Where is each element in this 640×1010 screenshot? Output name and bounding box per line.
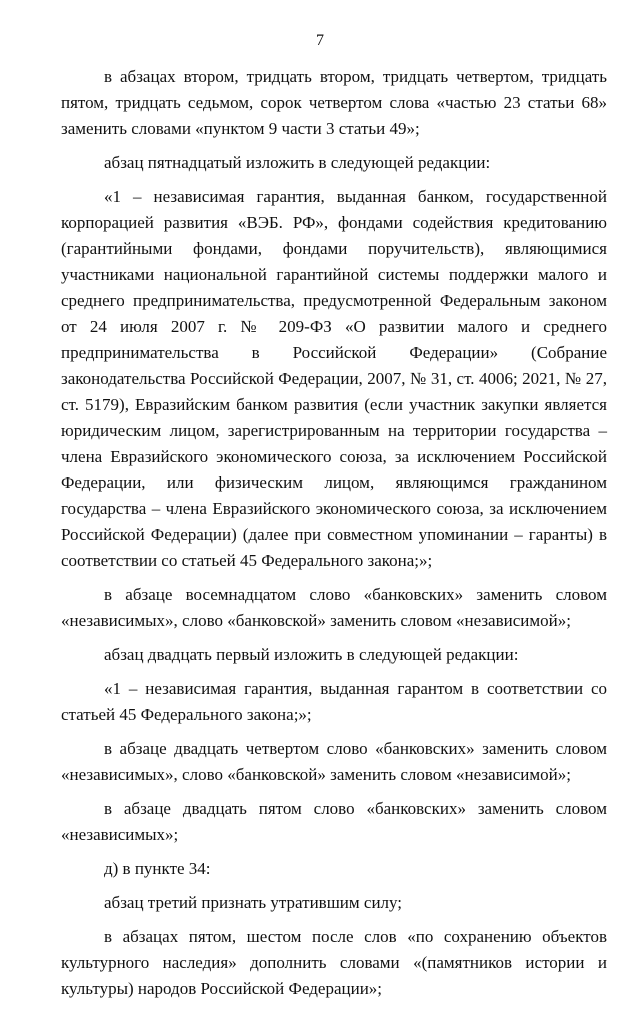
- paragraph: «1 – независимая гарантия, выданная гарантом в соответствии со статьей 45 Федерального закона;»;: [61, 679, 607, 724]
- paragraph: «1 – независимая гарантия, выданная банком, государственной корпорацией развития «ВЭБ. РФ», фондами содействия кредитованию (гарантийными фондами, фондами поручительств), являющимися участниками национальной гарантийной системы поддержки малого и среднего предпринимательства, предусмотренной Федеральным законом от 24 июля 2007 г. № 209-ФЗ «О развитии малого и среднего предпринимательства в Российской Федерации» (Собрание законодательства Российской Федерации, 2007, № 31, ст. 4006; 2021, № 27, ст. 5179), Евразийским банком развития (если участник закупки является юридическим лицом, зарегистрированным на территории государства – члена Евразийского экономического союза, за исключением Российской Федерации, или физическим лицом, являющимся гражданином государства – члена Евразийского экономического союза, за исключением Российской Федерации) (далее при совместном упоминании – гаранты) в соответствии со статьей 45 Федерального закона;»;: [61, 187, 607, 570]
- paragraph: в абзаце двадцать пятом слово «банковских» заменить словом «независимых»;: [61, 799, 607, 844]
- paragraph: в абзацах втором, тридцать втором, тридцать четвертом, тридцать пятом, тридцать седьмом, сорок четвертом слова «частью 23 статьи 68» заменить словами «пунктом 9 части 3 статьи 49»;: [61, 67, 607, 138]
- paragraph: абзац третий признать утратившим силу;: [104, 893, 403, 912]
- paragraph: абзац двадцать первый изложить в следующей редакции:: [104, 645, 519, 664]
- paragraph: в абзацах пятом, шестом после слов «по сохранению объектов культурного наследия» дополнить словами «(памятников истории и культуры) народов Российской Федерации»;: [61, 927, 607, 998]
- paragraph: в абзаце восемнадцатом слово «банковских» заменить словом «независимых», слово «банковской» заменить словом «независимой»;: [61, 585, 607, 630]
- paragraph: д) в пункте 34:: [104, 859, 211, 878]
- paragraph: абзац пятнадцатый изложить в следующей редакции:: [104, 153, 491, 172]
- page-number: 7: [316, 32, 324, 49]
- document-body: [61, 64, 607, 1010]
- paragraph: в абзаце двадцать четвертом слово «банковских» заменить словом «независимых», слово «банковской» заменить словом «независимой»;: [61, 739, 607, 784]
